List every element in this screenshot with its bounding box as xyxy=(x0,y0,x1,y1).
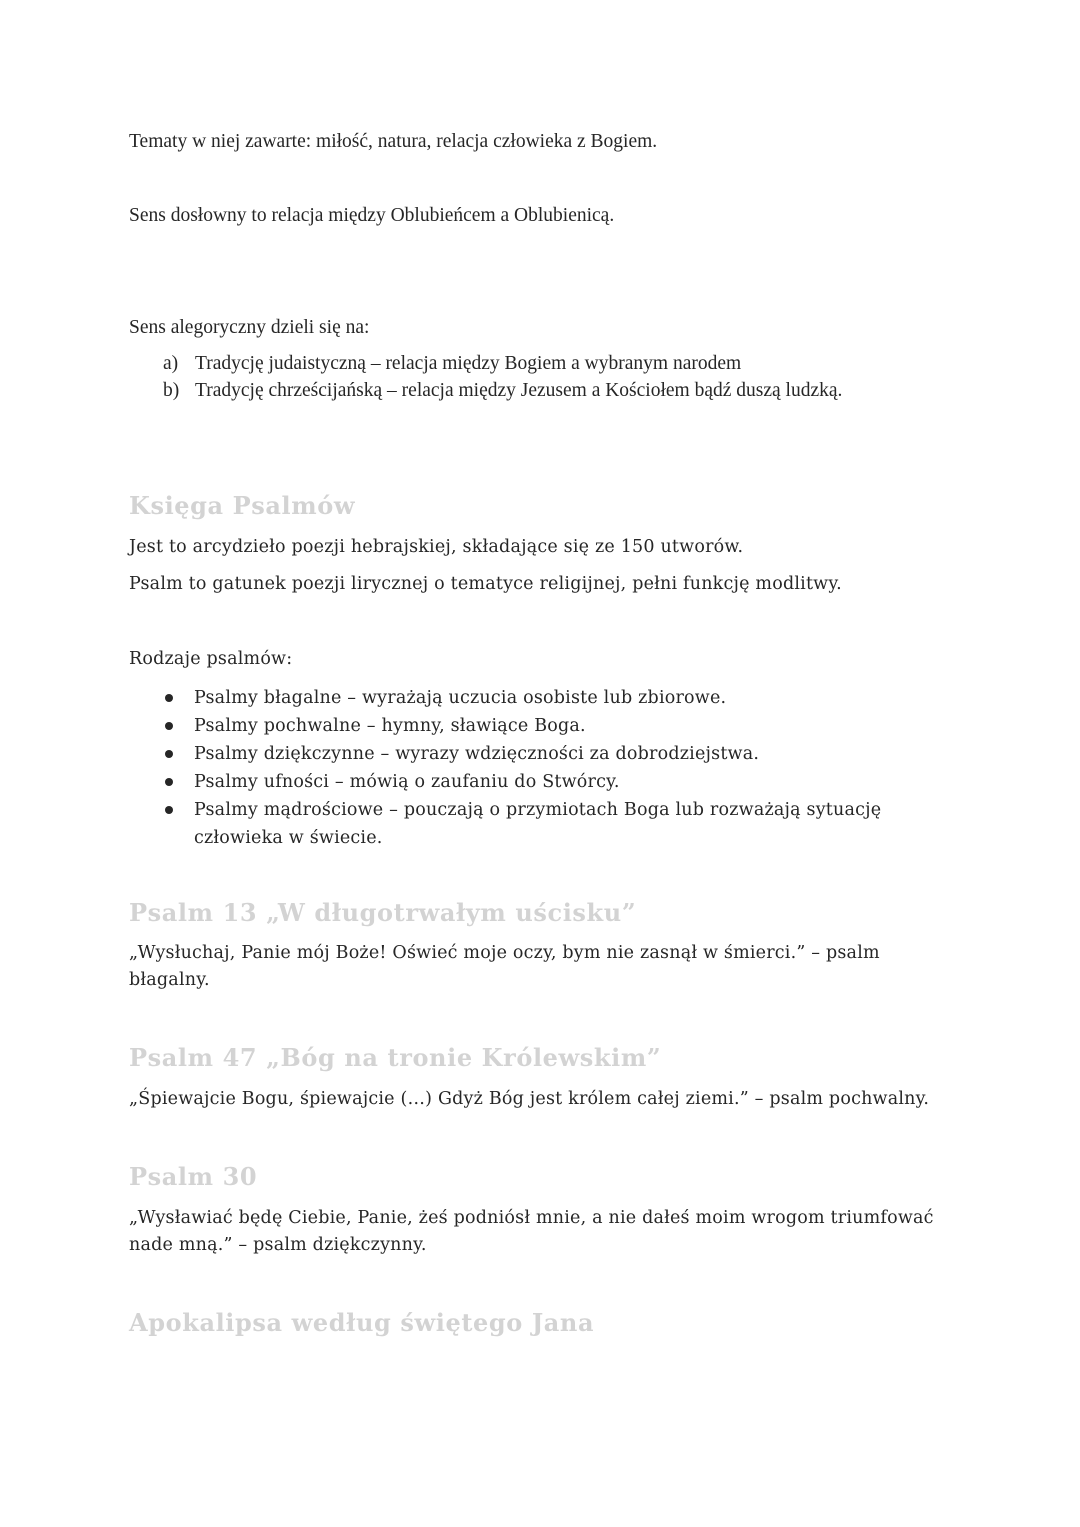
allegorical-sense-paragraph: Sens alegoryczny dzieli się na: xyxy=(129,317,370,338)
apocalypse-heading: Apokalipsa według świętego Jana xyxy=(129,1308,595,1337)
psalm-30-quote-line1: „Wysławiać będę Ciebie, Panie, żeś podniósł mnie, a nie dałeś moim wrogom triumfować xyxy=(129,1208,934,1228)
list-marker: b) xyxy=(163,380,180,401)
list-item-text: Psalmy błagalne – wyrażają uczucia osobiste lub zbiorowe. xyxy=(194,688,727,708)
list-marker: a) xyxy=(163,353,179,374)
bullet-icon xyxy=(165,694,173,702)
list-item xyxy=(160,768,881,796)
list-item xyxy=(160,684,881,712)
bullet-icon xyxy=(165,750,173,758)
list-item-text: Psalmy mądrościowe – pouczają o przymiotach Boga lub rozważają sytuację xyxy=(194,800,882,820)
list-item-text: Psalmy ufności – mówią o zaufaniu do Stwórcy. xyxy=(194,772,620,792)
psalms-book-heading: Księga Psalmów xyxy=(129,491,356,520)
psalm-types-list xyxy=(160,684,881,852)
bullet-icon xyxy=(165,778,173,786)
psalms-book-line2: Psalm to gatunek poezji lirycznej o tematyce religijnej, pełni funkcję modlitwy. xyxy=(129,574,842,594)
psalm-13-quote-line2: błagalny. xyxy=(129,970,210,990)
literal-sense-paragraph: Sens dosłowny to relacja między Oblubieńcem a Oblubienicą. xyxy=(129,205,615,226)
psalms-book-line1: Jest to arcydzieło poezji hebrajskiej, składające się ze 150 utworów. xyxy=(129,537,744,557)
bullet-icon xyxy=(165,722,173,730)
list-item xyxy=(163,377,842,404)
psalm-47-heading: Psalm 47 „Bóg na tronie Królewskim” xyxy=(129,1043,662,1072)
list-item-text: Psalmy pochwalne – hymny, sławiące Boga. xyxy=(194,716,586,736)
list-item-text: Psalmy dziękczynne – wyrazy wdzięczności za dobrodziejstwa. xyxy=(194,744,760,764)
psalm-30-heading: Psalm 30 xyxy=(129,1162,258,1191)
list-item xyxy=(160,712,881,740)
list-item xyxy=(160,796,881,852)
themes-paragraph: Tematy w niej zawarte: miłość, natura, relacja człowieka z Bogiem. xyxy=(129,131,658,152)
list-item xyxy=(163,350,842,377)
allegorical-list xyxy=(163,350,842,404)
psalm-types-label: Rodzaje psalmów: xyxy=(129,649,293,669)
list-item-text: Tradycję chrześcijańską – relacja między Jezusem a Kościołem bądź duszą ludzką. xyxy=(195,380,843,401)
psalm-13-quote-line1: „Wysłuchaj, Panie mój Boże! Oświeć moje oczy, bym nie zasnął w śmierci.” – psalm xyxy=(129,943,880,963)
psalm-13-heading: Psalm 13 „W długotrwałym uścisku” xyxy=(129,898,637,927)
bullet-icon xyxy=(165,806,173,814)
psalm-47-quote: „Śpiewajcie Bogu, śpiewajcie (…) Gdyż Bóg jest królem całej ziemi.” – psalm pochwalny. xyxy=(129,1089,930,1109)
list-item-text: Tradycję judaistyczną – relacja między Bogiem a wybranym narodem xyxy=(195,353,742,374)
list-item xyxy=(160,740,881,768)
psalm-30-quote-line2: nade mną.” – psalm dziękczynny. xyxy=(129,1235,427,1255)
list-item-continuation: człowieka w świecie. xyxy=(194,828,383,848)
